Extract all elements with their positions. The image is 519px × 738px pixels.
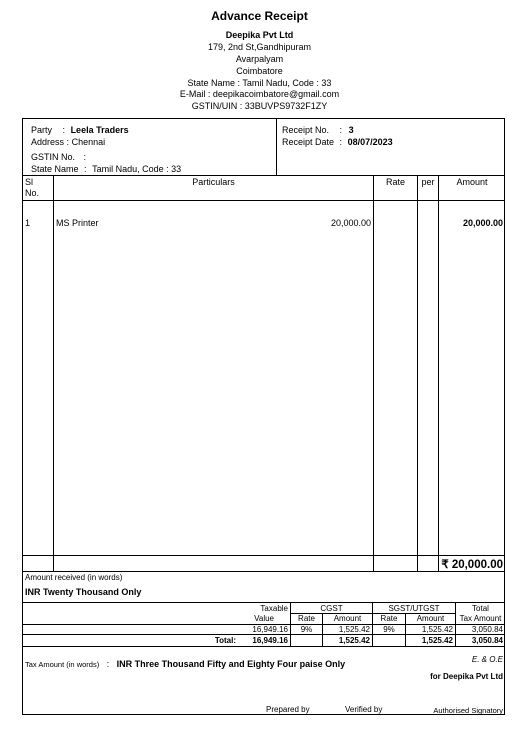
gstin-row — [31, 152, 86, 162]
party-bottom-rule — [22, 175, 505, 176]
sgst-header: SGST/UTGST — [388, 604, 440, 613]
receipt-no-value: 3 — [348, 125, 354, 135]
cgst-rate-header: Rate — [298, 614, 315, 623]
authorised-signatory: Authorised Signatory — [433, 706, 503, 715]
sgst-rate-header: Rate — [380, 614, 398, 623]
party-label: Party — [31, 125, 53, 135]
tax-words-label: Tax Amount (in words) — [25, 660, 100, 669]
cgst-amount-header: Amount — [333, 614, 362, 623]
header-rule — [22, 200, 505, 201]
tax-totals-total: 3,050.84 — [471, 636, 503, 645]
col-divider-rate — [417, 175, 418, 572]
receipt-date-label: Receipt Date — [282, 137, 335, 147]
company-address-line-1: 179, 2nd St,Gandhipuram — [207, 42, 312, 52]
col-header-sl: Sl — [25, 177, 34, 187]
state-sep: : — [84, 164, 87, 174]
taxable-header-1: Taxable — [260, 604, 288, 613]
gstin-sep: : — [83, 152, 87, 162]
total-bottom-rule — [22, 571, 505, 572]
col-divider-particulars — [373, 175, 374, 572]
receipt-no-sep: : — [339, 125, 343, 135]
tax-totals-sgst: 1,525.42 — [421, 636, 453, 645]
col-header-amount: Amount — [456, 177, 488, 187]
grand-total: ₹ 20,000.00 — [441, 559, 503, 571]
col-header-rate: Rate — [385, 177, 405, 187]
col-divider-per — [438, 175, 439, 572]
tax-words-row — [25, 654, 345, 672]
company-address-line-3: Coimbatore — [236, 66, 283, 76]
tax-words-value: INR Three Thousand Fifty and Eighty Four paise Only — [116, 659, 346, 669]
verified-by: Verified by — [345, 705, 383, 714]
total-top-rule — [22, 555, 505, 556]
row-sub-amount: 20,000.00 — [330, 218, 371, 228]
state-value: Tamil Nadu, Code : 33 — [92, 164, 182, 174]
prepared-by: Prepared by — [266, 705, 310, 714]
state-label: State Name — [31, 164, 79, 174]
receipt-date-value: 08/07/2023 — [347, 137, 393, 147]
document-title: Advance Receipt — [211, 9, 308, 23]
words-label: Amount received (in words) — [25, 573, 123, 582]
address-row — [31, 137, 105, 147]
company-name: Deepika Pvt Ltd — [225, 30, 294, 40]
receipt-date-sep: : — [339, 137, 343, 147]
col-header-no: No. — [25, 188, 40, 198]
row-amount: 20,000.00 — [462, 218, 503, 228]
tax-totals-cgst: 1,525.42 — [338, 636, 370, 645]
company-gstin: GSTIN/UIN : 33BUVPS9732F1ZY — [191, 101, 328, 111]
party-value: Leela Traders — [70, 125, 129, 135]
tax-words-sep: : — [106, 659, 110, 669]
party-row — [31, 125, 129, 135]
for-company: for Deepika Pvt Ltd — [430, 672, 503, 681]
row-sl: 1 — [25, 218, 31, 228]
receipt-date-row — [282, 137, 393, 147]
company-email: E-Mail : deepikacoimbatore@gmail.com — [179, 89, 340, 99]
company-address-line-2: Avarpalyam — [235, 54, 284, 64]
col-divider-sl — [53, 175, 54, 572]
cgst-header: CGST — [320, 604, 343, 613]
total-tax-header-1: Total — [472, 604, 489, 613]
address-sep: : — [66, 137, 70, 147]
words-value: INR Twenty Thousand Only — [25, 587, 142, 597]
tax-top-rule — [22, 602, 505, 603]
address-label: Address — [31, 137, 65, 147]
tax-totals-label: Total: — [214, 636, 236, 645]
tax-row-sgst-rate: 9% — [383, 625, 395, 634]
sgst-amount-header: Amount — [416, 614, 445, 623]
tax-row-rule — [22, 634, 505, 635]
state-row — [31, 164, 181, 174]
eoe-note: E. & O.E — [471, 655, 503, 664]
receipt-no-label: Receipt No. — [282, 125, 330, 135]
col-header-particulars: Particulars — [192, 177, 235, 187]
tax-row-cgst-rate: 9% — [300, 625, 313, 634]
tax-row-sgst-amount: 1,525.42 — [421, 625, 453, 634]
address-value: Chennai — [71, 137, 106, 147]
tax-bottom-rule — [22, 646, 505, 647]
taxable-header-2: Value — [254, 614, 274, 623]
col-header-per: per — [421, 177, 435, 187]
row-particulars: MS Printer — [56, 218, 99, 228]
total-tax-header-2: Tax Amount — [459, 614, 502, 623]
tax-totals-taxable: 16,949.16 — [252, 636, 288, 645]
tax-row-taxable: 16,949.16 — [252, 625, 288, 634]
receipt-no-row — [282, 125, 354, 135]
gstin-label: GSTIN No. — [31, 152, 76, 162]
company-state: State Name : Tamil Nadu, Code : 33 — [187, 78, 332, 88]
tax-row-cgst-amount: 1,525.42 — [338, 625, 370, 634]
party-sep: : — [62, 125, 66, 135]
tax-row-total: 3,050.84 — [471, 625, 503, 634]
party-divider — [276, 118, 277, 175]
